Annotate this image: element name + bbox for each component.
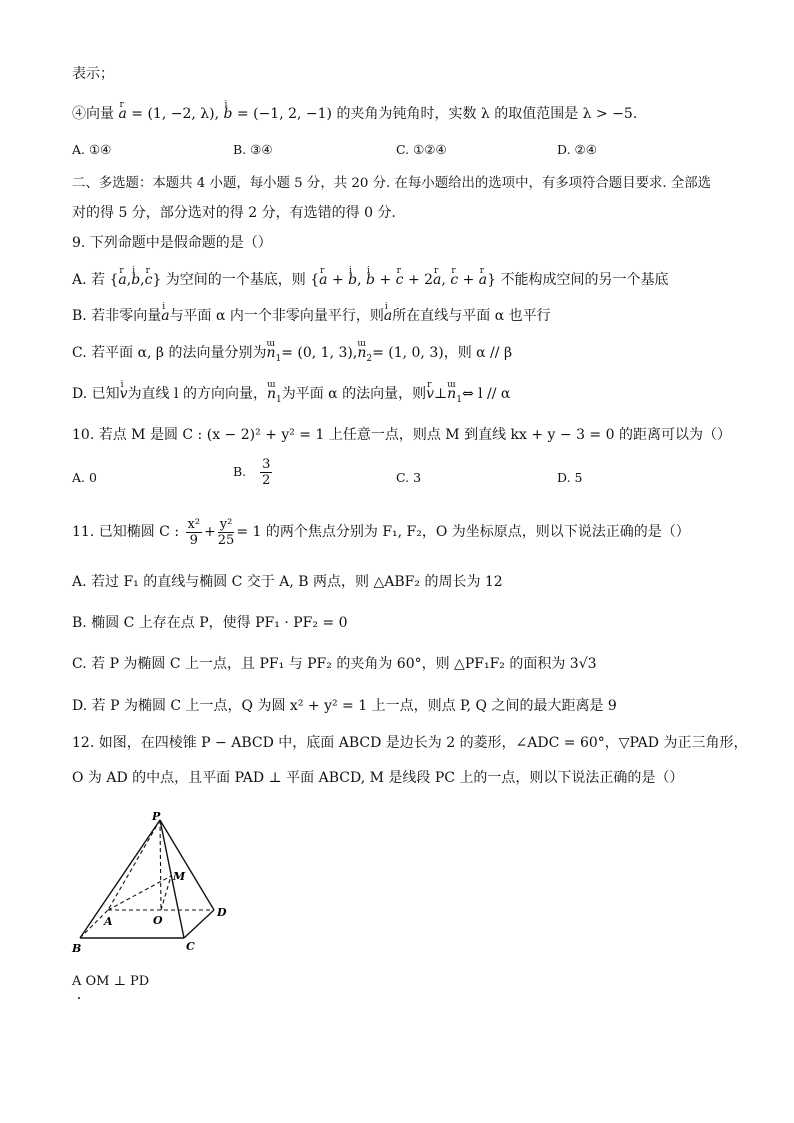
q9-option-c: C. 若平面 α, β 的法向量分别为ɯ $n_1= (0$, 1, 3),ɯ $n_2= (1$, 0, 3)，则 α // β — [72, 343, 512, 369]
frac1-numerator: x² — [187, 516, 201, 532]
fraction-3-over-2 — [260, 457, 272, 488]
q9-d-part4: ⊥ — [434, 386, 448, 402]
q8-option-a: A. ①④ — [72, 142, 112, 157]
q9-a-part2: } 为空间的一个基底，则 { — [152, 272, 320, 288]
label-A: A — [104, 915, 113, 928]
q9-b-part2: 与平面 α 内一个非零向量平行，则 — [169, 308, 384, 324]
frac1-denominator: 9 — [189, 532, 198, 548]
fraction-x2-over-9 — [186, 517, 203, 548]
frac2-numerator: y² — [219, 516, 233, 532]
q8-option-d: D. ②④ — [557, 142, 597, 157]
q12-stem-line2: O 为 AD 的中点，且平面 PAD ⊥ 平面 ABCD, M 是线段 PC 上的一点，则以下说法正确的是（） — [72, 770, 684, 786]
vector-a-definition: = (1, −2, λ), — [131, 106, 220, 122]
q8-option-c: C. ①②④ — [396, 142, 447, 157]
q11-option-b: B. 椭圆 C 上存在点 P，使得 PF₁ · PF₂ = 0 — [72, 615, 348, 631]
label-O: O — [153, 914, 163, 927]
label-B: B — [72, 942, 82, 955]
fraction-denominator: 2 — [262, 473, 271, 488]
label-C: C — [186, 940, 195, 953]
section-heading-line1: 二、多选题：本题共 4 小题，每小题 5 分，共 20 分. 在每小题给出的选项中，有多项符合题目要求. 全部选 — [72, 176, 712, 191]
fraction-y2-over-25 — [218, 517, 235, 548]
vector-b: i b — [224, 104, 233, 124]
fraction-numerator: 3 — [262, 457, 271, 472]
stray-dot — [78, 997, 80, 999]
plus-sign: + — [204, 524, 216, 540]
edge-PB — [80, 820, 160, 938]
q9-stem: 9. 下列命题中是假命题的是（） — [72, 235, 272, 251]
q10-option-a: A. 0 — [72, 470, 97, 485]
edge-PD — [160, 820, 214, 910]
q10-stem: 10. 若点 M 是圆 C : (x − 2)² + y² = 1 上任意一点，则点 M 到直线 kx + y − 3 = 0 的距离可以为（） — [72, 427, 731, 443]
q9-c-part1: C. 若平面 α, β 的法向量分别为 — [72, 345, 267, 361]
vec-b: i b — [131, 270, 140, 290]
q8-option-b: B. ③④ — [233, 142, 273, 157]
q9-option-d: D. 已知i v为直线 l 的方向向量，ɯ $n_1$为平面 α 的法向量，则r v⊥ɯ $n_1\Leftrightarrow$ l // α — [72, 384, 510, 410]
q9-a-part1: A. 若 { — [72, 272, 119, 288]
q10-option-b-label: B. — [233, 464, 247, 479]
q10-option-c: C. 3 — [396, 470, 422, 485]
q9-d-part3: 为平面 α 的法向量，则 — [281, 386, 427, 402]
segment-OM-hidden — [161, 876, 171, 910]
segment-PO-hidden — [160, 820, 161, 910]
q12-option-a: A OM ⊥ PD — [72, 974, 150, 989]
edge-CD — [184, 910, 214, 938]
section-heading-line2: 对的得 5 分，部分选对的得 2 分，有选错的得 0 分. — [72, 205, 396, 221]
pyramid-figure — [66, 808, 236, 958]
continuation-text: 表示； — [72, 66, 114, 82]
vec-c: r c — [145, 270, 153, 290]
q11-stem — [72, 516, 690, 548]
q10-option-d: D. 5 — [557, 470, 583, 485]
q11-option-d: D. 若 P 为椭圆 C 上一点，Q 为圆 x² + y² = 1 上一点，则点 P, Q 之间的最大距离是 9 — [72, 698, 617, 714]
q11-stem-prefix: 11. 已知椭圆 C : — [72, 524, 180, 540]
label-D: D — [217, 906, 227, 919]
q10-option-b — [233, 457, 274, 488]
q9-b-part3: 所在直线与平面 α 也平行 — [392, 308, 551, 324]
label-P: P — [152, 810, 161, 823]
q9-d-part1: D. 已知 — [72, 386, 120, 402]
vec-a: r a — [118, 270, 126, 290]
q11-option-a: A. 若过 F₁ 的直线与椭圆 C 交于 A, B 两点，则 △ABF₂ 的周长为 12 — [72, 574, 503, 590]
q11-option-c: C. 若 P 为椭圆 C 上一点，且 PF₁ 与 PF₂ 的夹角为 60°，则 △PF₁F₂ 的面积为 3√3 — [72, 656, 597, 672]
q9-c-part3: = (1, 0, 3)，则 α // β — [372, 345, 513, 361]
q9-option-a: A. 若 {r a,i b,r c} 为空间的一个基底，则 {r a + i b, i b + r c + 2r a, r c + r a} 不能构成空间的另一个基底 — [72, 270, 669, 290]
label-M: M — [173, 870, 186, 883]
q11-stem-suffix: = 1 的两个焦点分别为 F₁, F₂，O 为坐标原点，则以下说法正确的是（） — [236, 524, 690, 540]
q9-d-part2: 为直线 l 的方向向量， — [127, 386, 267, 402]
vector-b-definition: = (−1, 2, −1) 的夹角为钝角时，实数 λ 的取值范围是 λ > −5. — [236, 106, 638, 122]
q9-option-b: B. 若非零向量i a与平面 α 内一个非零向量平行，则i a所在直线与平面 α 也平行 — [72, 306, 551, 326]
frac2-denominator: 25 — [217, 532, 235, 548]
q9-b-part1: B. 若非零向量 — [72, 308, 162, 324]
q9-a-part3: } 不能构成空间的另一个基底 — [487, 272, 669, 288]
q9-c-part2: = (0, 1, 3), — [281, 345, 358, 361]
q9-d-part5: ⇔ l // α — [461, 386, 511, 402]
statement-4-prefix: ④向量 — [72, 106, 114, 122]
q12-stem-line1: 12. 如图，在四棱锥 P − ABCD 中，底面 ABCD 是边长为 2 的菱形，∠ADC = 60°，▽PAD 为正三角形， — [72, 735, 748, 751]
vector-a: r a — [118, 104, 126, 124]
statement-4 — [72, 104, 637, 124]
